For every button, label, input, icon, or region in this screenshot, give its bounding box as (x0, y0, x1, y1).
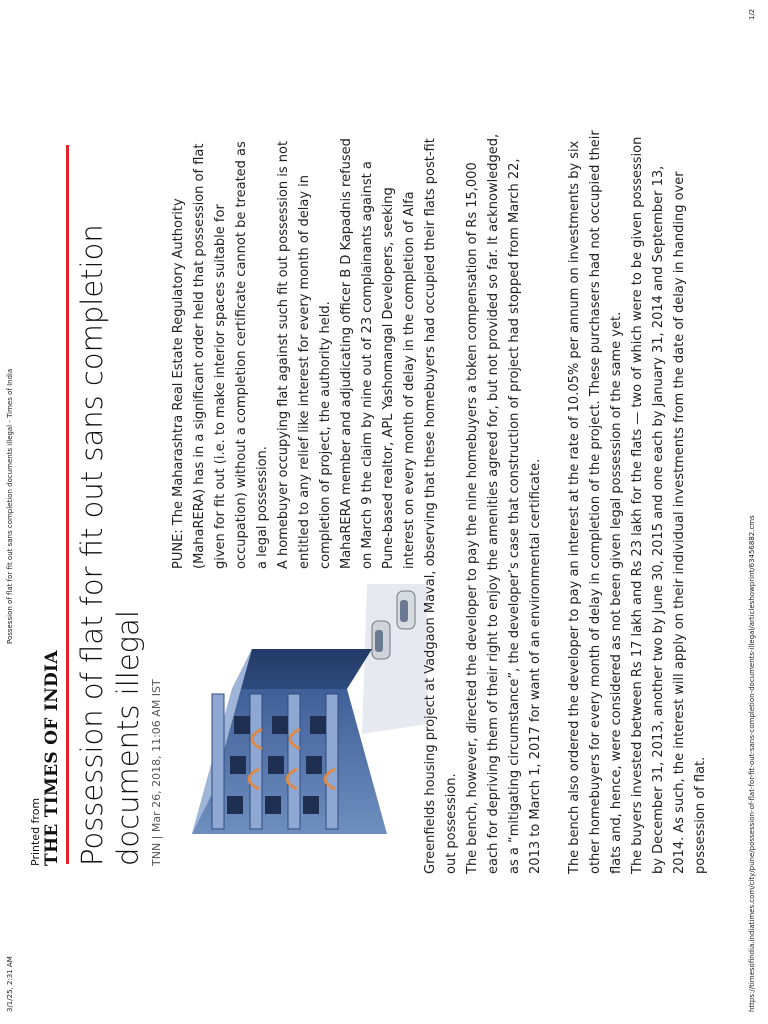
times-of-india-logo[interactable]: THE TIMES OF INDIA (42, 650, 62, 866)
article-paragraph: PUNE: The Maharashtra Real Estate Regulatory Authority (MahaRERA) has in a significant order held that possession of flat given for fit out (i.e. to make interior spaces suitable for occupation) without a completion certificate cannot be treated as a legal possession. (171, 141, 270, 569)
building-illustration-icon (172, 584, 427, 874)
article-lower-section (564, 129, 711, 874)
article-byline: TNN | Mar 26, 2018, 11:06 AM IST (150, 679, 163, 866)
printed-from-label: Printed from (29, 797, 42, 866)
article-paragraph: The bench, however, directed the developer to pay the nine homebuyers a token compensation of Rs 15,000 each for depriving them of their right to enjoy the amenities agreed for, but not provided so far. It acknowledged, as a “mitigating circumstance”, the developer’s case that construction of project had stopped from March 22, 2013 to March 1, 2017 for want of an environmental certificate. (465, 133, 543, 874)
article-wide-section (420, 129, 546, 874)
print-page-number: 1/2 (748, 8, 756, 20)
article-headline: Possession of flat for fit out sans completion documents illegal (75, 224, 145, 866)
print-doc-title: Possession of flat for fit out sans completion documents illegal - Times of India (6, 368, 14, 644)
article-paragraph: The bench also ordered the developer to pay an interest at the rate of 10.05% per annum on investments by six other homebuyers for every month of delay in completion of the project. These purchasers had not occupied their flats and, hence, were considered as not been given legal possession of the same yet. (567, 130, 624, 874)
print-datetime: 3/1/25, 2:31 AM (6, 956, 14, 1012)
article-paragraph: The buyers invested between Rs 17 lakh and Rs 23 lakh for the flats — two of which were to be given possession by December 31, 2013, another two by June 30, 2015 and one each by January 31, 2014 and September 13, 2014. As such, the interest will apply on their individual investments from the date of delay in handing over possession of flat. (630, 136, 708, 874)
article-paragraph: A homebuyer occupying flat against such fit out possession is not entitled to any relief like interest for every month of delay in completion of project, the authority held. (276, 140, 333, 569)
article-column-beside-image (168, 134, 420, 569)
article-paragraph: MahaRERA member and adjudicating officer B D Kapadnis refused on March 9 the claim by nine out of 23 complainants against a Pune-based realtor, APL Yashomangal Developers, seeking interest on every month of delay in the completion of Alfa (339, 138, 417, 569)
article-paragraph: Greenfields housing project at Vadgaon Maval, observing that these homebuyers had occupied their flats post-fit out possession. (423, 138, 459, 874)
print-footer-url[interactable]: https://timesofindia.indiatimes.com/city/pune/possession-of-flat-for-fit-out-sans-completion-documents-illegal/articleshowprint/63456882.cms (748, 515, 756, 1012)
red-accent-rule (66, 145, 69, 864)
